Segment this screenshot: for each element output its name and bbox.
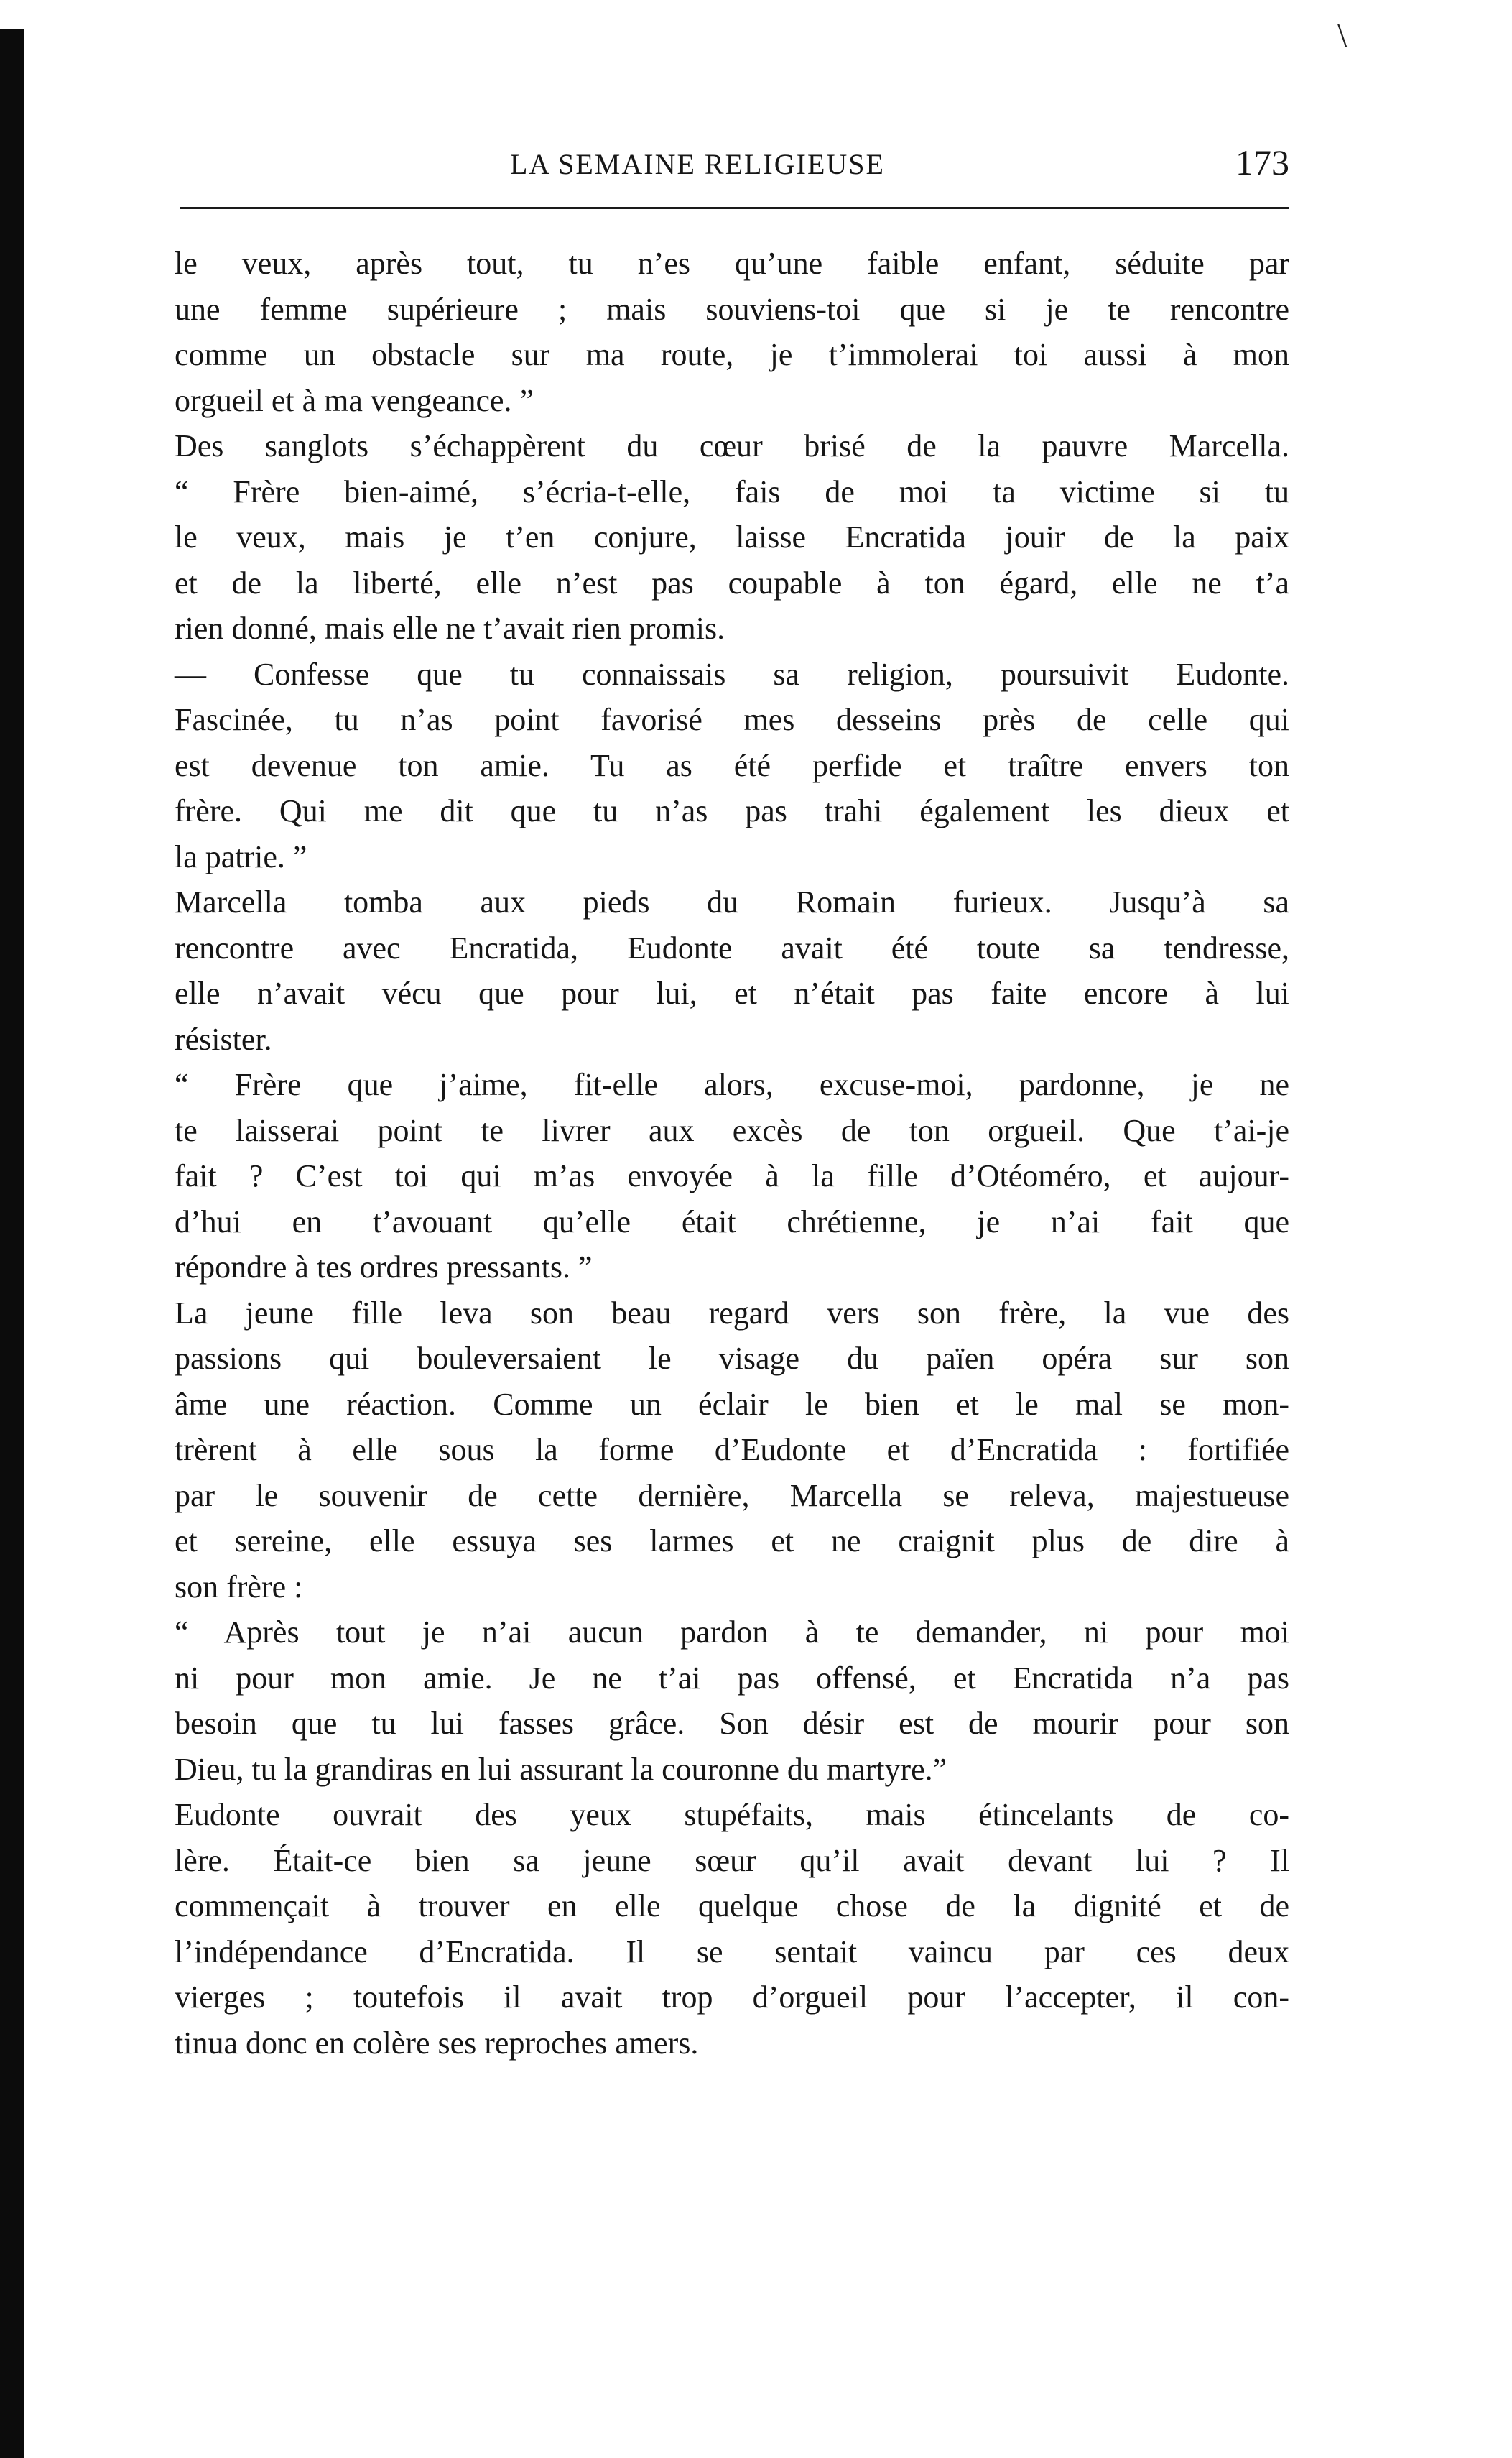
page-number: 173 — [1235, 142, 1289, 182]
text-line: d’hui en t’avouant qu’elle était chrétienne, je n’ai fait que — [175, 1203, 1289, 1239]
text-line: “ Après tout je n’ai aucun pardon à te demander, ni pour moi — [175, 1614, 1289, 1650]
text-line: La jeune fille leva son beau regard vers son frère, la vue des — [175, 1295, 1289, 1331]
text-line: Eudonte ouvrait des yeux stupéfaits, mais étincelants de co- — [175, 1797, 1289, 1832]
text-line: l’indépendance d’Encratida. Il se sentait vaincu par ces deux — [175, 1933, 1289, 1969]
text-line: Fascinée, tu n’as point favorisé mes desseins près de celle qui — [175, 702, 1289, 737]
page-header — [180, 142, 1289, 198]
text-line: passions qui bouleversaient le visage du païen opéra sur son — [175, 1341, 1289, 1376]
text-line: frère. Qui me dit que tu n’as pas trahi également les dieux et — [175, 793, 1289, 828]
text-line: une femme supérieure ; mais souviens-toi que si je te rencontre — [175, 291, 1289, 327]
text-line: trèrent à elle sous la forme d’Eudonte et d’Encratida : fortifiée — [175, 1432, 1289, 1467]
text-line: Des sanglots s’échappèrent du cœur brisé de la pauvre Marcella. — [175, 428, 1289, 463]
text-line: fait ? C’est toi qui m’as envoyée à la fille d’Otéoméro, et aujour- — [175, 1158, 1289, 1193]
body-text — [175, 241, 1289, 2066]
text-line: est devenue ton amie. Tu as été perfide et traître envers ton — [175, 747, 1289, 783]
text-line: te laisserai point te livrer aux excès de ton orgueil. Que t’ai-je — [175, 1112, 1289, 1148]
text-line: elle n’avait vécu que pour lui, et n’était pas faite encore à lui — [175, 976, 1289, 1011]
text-line: — Confesse que tu connaissais sa religion, poursuivit Eudonte. — [175, 656, 1289, 692]
corner-mark: \ — [1337, 17, 1348, 55]
text-line: et sereine, elle essuya ses larmes et ne craignit plus de dire à — [175, 1523, 1289, 1558]
text-line: tinua donc en colère ses reproches amers. — [175, 2025, 699, 2061]
text-line: Marcella tomba aux pieds du Romain furieux. Jusqu’à sa — [175, 884, 1289, 920]
text-line: la patrie. ” — [175, 838, 307, 874]
text-line: “ Frère que j’aime, fit-elle alors, excuse-moi, pardonne, je ne — [175, 1067, 1289, 1102]
text-line: répondre à tes ordres pressants. ” — [175, 1249, 593, 1285]
text-line: vierges ; toutefois il avait trop d’orgueil pour l’accepter, il con- — [175, 1979, 1289, 2015]
text-line: rencontre avec Encratida, Eudonte avait été toute sa tendresse, — [175, 930, 1289, 966]
text-line: Dieu, tu la grandiras en lui assurant la couronne du martyre.” — [175, 1751, 947, 1787]
text-line: comme un obstacle sur ma route, je t’immolerai toi aussi à mon — [175, 337, 1289, 372]
text-line: par le souvenir de cette dernière, Marcella se releva, majestueuse — [175, 1477, 1289, 1513]
text-line: commençait à trouver en elle quelque chose de la dignité et de — [175, 1888, 1289, 1923]
text-line: âme une réaction. Comme un éclair le bien et le mal se mon- — [175, 1386, 1289, 1422]
text-line: “ Frère bien-aimé, s’écria-t-elle, fais de moi ta victime si tu — [175, 473, 1289, 509]
text-line: orgueil et à ma vengeance. ” — [175, 382, 534, 418]
text-line: rien donné, mais elle ne t’avait rien promis. — [175, 611, 725, 646]
text-line: le veux, mais je t’en conjure, laisse Encratida jouir de la paix — [175, 519, 1289, 555]
text-line: besoin que tu lui fasses grâce. Son désir est de mourir pour son — [175, 1706, 1289, 1741]
scan-binding-edge — [0, 29, 24, 2458]
text-line: son frère : — [175, 1568, 303, 1604]
text-line: ni pour mon amie. Je ne t’ai pas offensé, et Encratida n’a pas — [175, 1660, 1289, 1696]
text-line: résister. — [175, 1021, 272, 1057]
text-line: lère. Était-ce bien sa jeune sœur qu’il avait devant lui ? Il — [175, 1842, 1289, 1878]
text-line: et de la liberté, elle n’est pas coupable à ton égard, elle ne t’a — [175, 565, 1289, 601]
header-rule — [180, 207, 1289, 209]
running-title: LA SEMAINE RELIGIEUSE — [510, 148, 885, 180]
text-line: le veux, après tout, tu n’es qu’une faible enfant, séduite par — [175, 246, 1289, 281]
